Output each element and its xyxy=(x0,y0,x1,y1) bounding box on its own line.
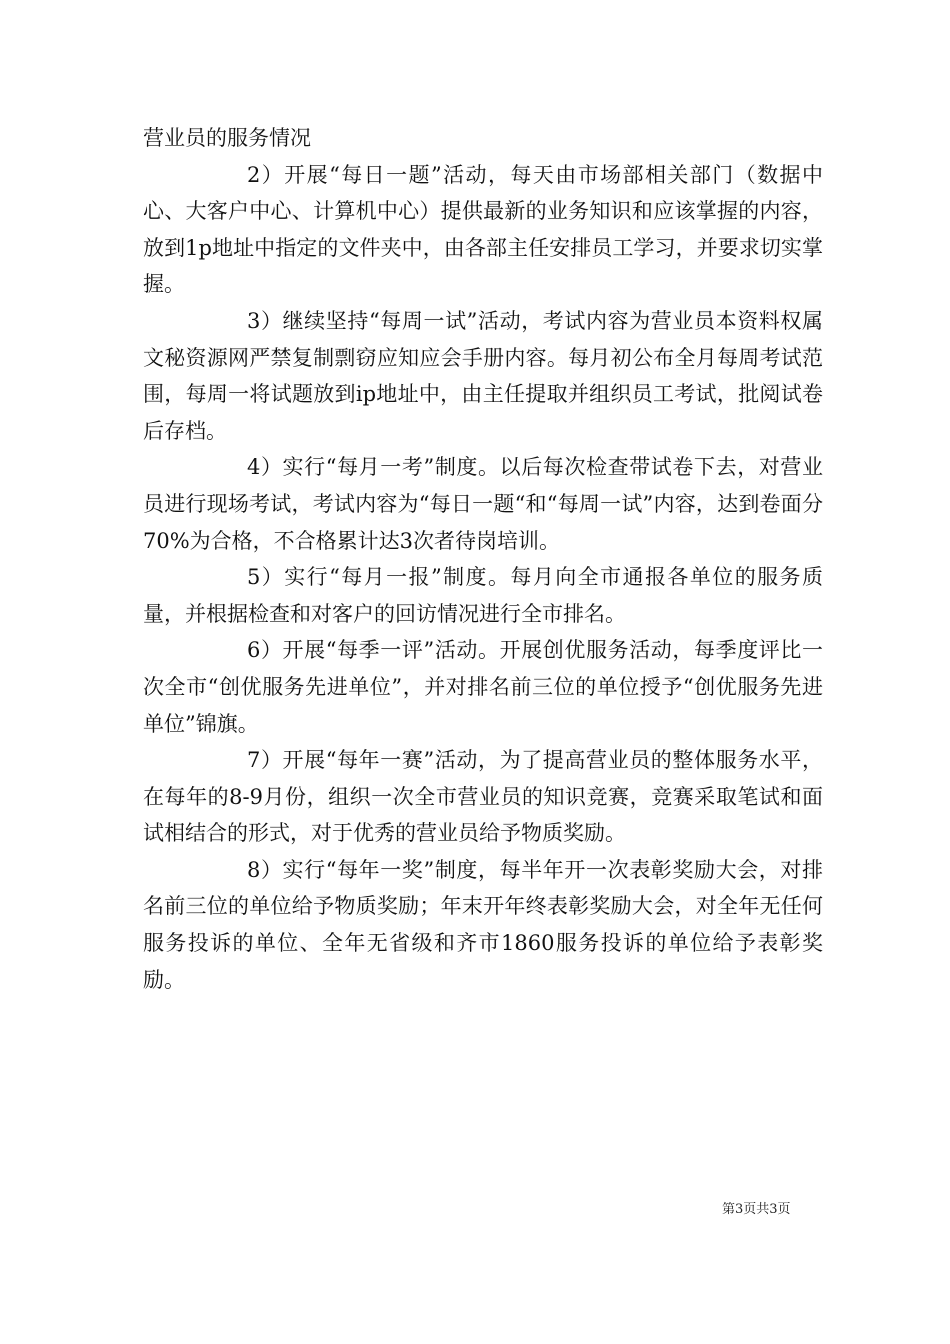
paragraph-item-4: 4）实行“每月一考”制度。以后每次检查带试卷下去，对营业员进行现场考试，考试内容为“每日一题“和“每周一试”内容，达到卷面分70%为合格，不合格累计达3次者待岗培训。 xyxy=(143,455,823,553)
paragraph-item-2: 2）开展“每日一题”活动，每天由市场部相关部门（数据中心、大客户中心、计算机中心）提供最新的业务知识和应该掌握的内容，放到1p地址中指定的文件夹中，由各部主任安排员工学习，并要求切实掌握。 xyxy=(143,162,823,297)
paragraph-item-3: 3）继续坚持“每周一试”活动，考试内容为营业员本资料权属文秘资源网严禁复制剽窃应知应会手册内容。每月初公布全月每周考试范围，每周一将试题放到ip地址中，由主任提取并组织员工考试，批阅试卷后存档。 xyxy=(143,308,823,443)
document-body xyxy=(143,120,823,998)
paragraph-item-6: 6）开展“每季一评”活动。开展创优服务活动，每季度评比一次全市“创优服务先进单位”，并对排名前三位的单位授予“创优服务先进单位”锦旗。 xyxy=(143,638,823,736)
paragraph-item-7: 7）开展“每年一赛”活动，为了提高营业员的整体服务水平，在每年的8-9月份，组织一次全市营业员的知识竞赛，竞赛采取笔试和面试相结合的形式，对于优秀的营业员给予物质奖励。 xyxy=(143,748,823,846)
paragraph-item-8: 8）实行“每年一奖”制度，每半年开一次表彰奖励大会，对排名前三位的单位给予物质奖励；年末开年终表彰奖励大会，对全年无任何服务投诉的单位、全年无省级和齐市1860服务投诉的单位给予表彰奖励。 xyxy=(143,857,823,992)
page-number-footer: 第3页共3页 xyxy=(722,1202,791,1217)
paragraph-continuation: 营业员的服务情况 xyxy=(143,126,311,150)
paragraph-item-5: 5）实行“每月一报”制度。每月向全市通报各单位的服务质量，并根据检查和对客户的回访情况进行全市排名。 xyxy=(143,565,823,626)
